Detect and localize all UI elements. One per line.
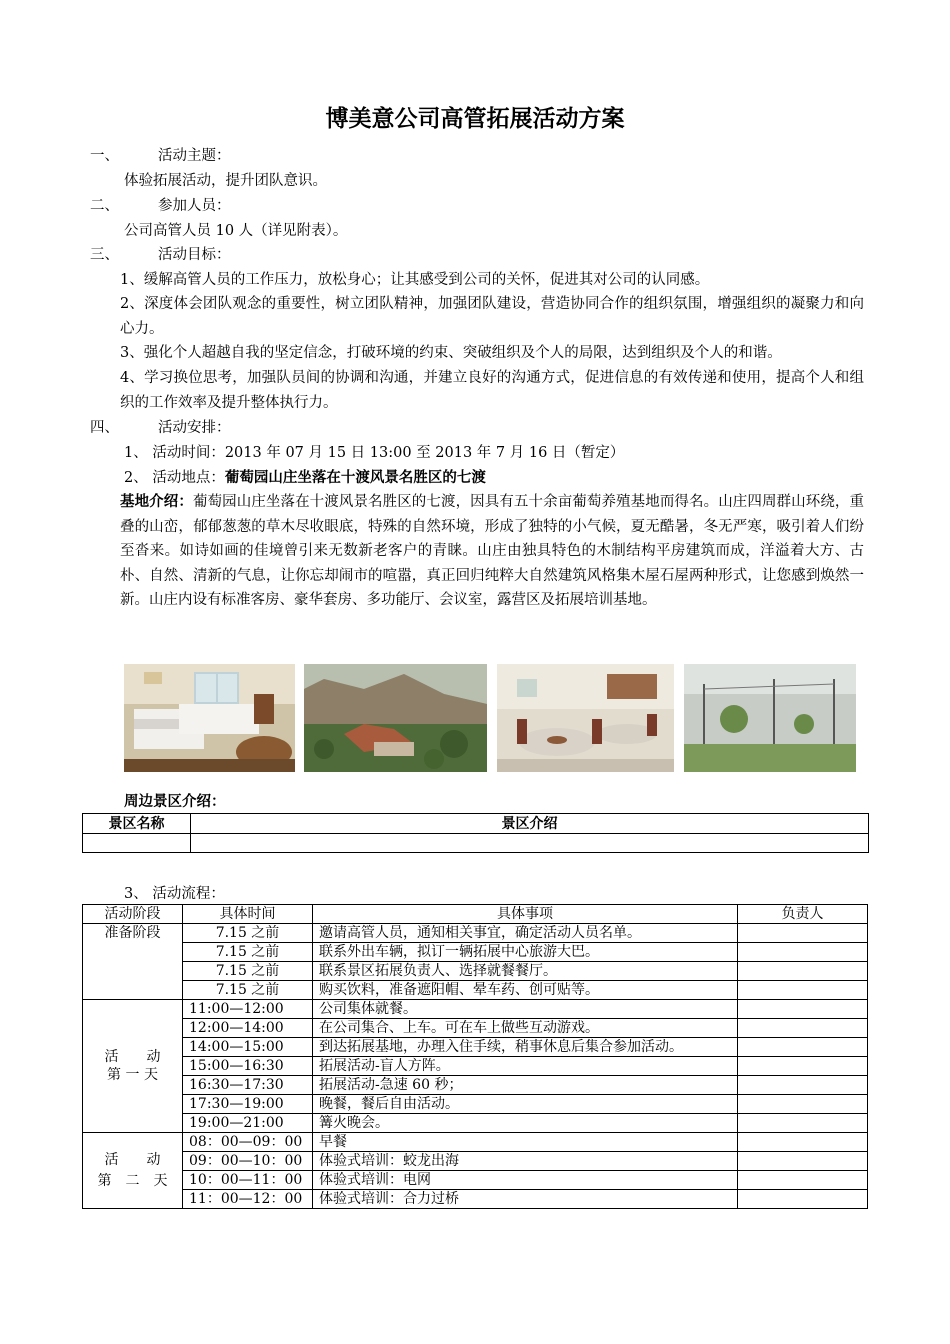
task-cell: 邀请高管人员，通知相关事宜，确定活动人员名单。 — [313, 924, 738, 943]
scenic-section-label: 周边景区介绍： — [124, 793, 226, 810]
column-header: 具体时间 — [183, 905, 313, 924]
table-row — [83, 1171, 868, 1190]
stage-line: 第 一 天 — [107, 1067, 158, 1083]
column-header: 景区介绍 — [191, 814, 869, 834]
task-cell: 早餐 — [313, 1133, 738, 1152]
task-cell: 体验式培训：合力过桥 — [313, 1190, 738, 1209]
table-row — [83, 1114, 868, 1133]
task-cell: 到达拓展基地，办理入住手续，稍事休息后集合参加活动。 — [313, 1038, 738, 1057]
table-row — [83, 834, 869, 853]
time-cell: 7.15 之前 — [183, 924, 313, 943]
task-cell: 篝火晚会。 — [313, 1114, 738, 1133]
time-cell: 11：00—12：00 — [183, 1190, 313, 1209]
time-cell: 10：00—11：00 — [183, 1171, 313, 1190]
table-row — [83, 1076, 868, 1095]
stage-cell-day1 — [83, 1000, 183, 1133]
section-heading-schedule — [90, 418, 231, 438]
column-header: 负责人 — [738, 905, 868, 924]
task-cell: 联系景区拓展负责人、选择就餐餐厅。 — [313, 962, 738, 981]
time-cell: 15:00—16:30 — [183, 1057, 313, 1076]
owner-cell — [738, 924, 868, 943]
section-number: 一、 — [90, 148, 119, 164]
owner-cell — [738, 1190, 868, 1209]
stage-cell-prep: 准备阶段 — [83, 924, 183, 1000]
time-cell: 7.15 之前 — [183, 962, 313, 981]
flow-table — [82, 904, 868, 1209]
table-cell — [191, 834, 869, 853]
section-number: 四、 — [90, 420, 119, 436]
training-field-photo — [684, 664, 856, 772]
column-header: 活动阶段 — [83, 905, 183, 924]
table-row — [83, 924, 868, 943]
stage-cell-day2 — [83, 1133, 183, 1209]
owner-cell — [738, 1114, 868, 1133]
time-cell: 12:00—14:00 — [183, 1019, 313, 1038]
time-cell: 09：00—10：00 — [183, 1152, 313, 1171]
task-cell: 购买饮料，准备遮阳帽、晕车药、创可贴等。 — [313, 981, 738, 1000]
owner-cell — [738, 1000, 868, 1019]
document-title: 博美意公司高管拓展活动方案 — [325, 105, 625, 132]
mountain-resort-photo — [304, 664, 487, 772]
table-row — [83, 981, 868, 1000]
activity-place — [124, 468, 486, 488]
section-heading-goals — [90, 245, 231, 265]
goal-4: 4、学习换位思考，加强队员间的协调和沟通，并建立良好的沟通方式，促进信息的有效传递和使用，提高个人和组织的工作效率及提升整体执行力。 — [120, 370, 864, 411]
owner-cell — [738, 1171, 868, 1190]
activity-place-value: 葡萄园山庄坐落在十渡风景名胜区的七渡 — [224, 469, 486, 486]
task-cell: 体验式培训：电网 — [313, 1171, 738, 1190]
table-row — [83, 1000, 868, 1019]
section-body-participants: 公司高管人员 10 人（详见附表）。 — [124, 223, 348, 239]
base-intro-label: 基地介绍： — [120, 493, 193, 510]
table-row — [83, 1190, 868, 1209]
table-row — [83, 1019, 868, 1038]
task-cell: 晚餐，餐后自由活动。 — [313, 1095, 738, 1114]
time-cell: 7.15 之前 — [183, 943, 313, 962]
section-heading-participants — [90, 196, 231, 216]
time-cell: 7.15 之前 — [183, 981, 313, 1000]
table-header-row — [83, 905, 868, 924]
table-row — [83, 1057, 868, 1076]
goal-3: 3、强化个人超越自我的坚定信念，打破环境的约束、突破组织及个人的局限，达到组织及个人的和谐。 — [120, 345, 782, 361]
time-cell: 08：00—09：00 — [183, 1133, 313, 1152]
time-cell: 11:00—12:00 — [183, 1000, 313, 1019]
stage-line: 第 二 天 — [97, 1172, 168, 1189]
goal-1: 1、缓解高管人员的工作压力，放松身心；让其感受到公司的关怀，促进其对公司的认同感。 — [120, 272, 710, 288]
scenic-table — [82, 813, 869, 853]
base-introduction — [120, 490, 864, 613]
bedroom-photo — [124, 664, 295, 772]
owner-cell — [738, 962, 868, 981]
table-row — [83, 1133, 868, 1152]
table-row — [83, 1152, 868, 1171]
owner-cell — [738, 1095, 868, 1114]
owner-cell — [738, 1019, 868, 1038]
flow-section-label: 3、 活动流程： — [124, 886, 225, 902]
activity-place-label: 2、 活动地点： — [124, 470, 225, 486]
section-heading-text: 活动主题： — [158, 148, 231, 164]
column-header: 具体事项 — [313, 905, 738, 924]
owner-cell — [738, 943, 868, 962]
section-heading-text: 参加人员： — [158, 198, 231, 214]
table-row — [83, 962, 868, 981]
section-body-theme: 体验拓展活动，提升团队意识。 — [124, 173, 327, 189]
table-row — [83, 1038, 868, 1057]
section-heading-theme — [90, 146, 231, 166]
owner-cell — [738, 1152, 868, 1171]
table-header-row — [83, 814, 869, 834]
owner-cell — [738, 1057, 868, 1076]
task-cell: 联系外出车辆，拟订一辆拓展中心旅游大巴。 — [313, 943, 738, 962]
task-cell: 体验式培训：蛟龙出海 — [313, 1152, 738, 1171]
activity-time: 1、 活动时间：2013 年 07 月 15 日 13:00 至 2013 年 7 月 16 日（暂定） — [124, 445, 625, 461]
column-header: 景区名称 — [83, 814, 191, 834]
section-heading-text: 活动目标： — [158, 247, 231, 263]
table-row — [83, 1095, 868, 1114]
stage-line: 活 动 — [104, 1151, 161, 1168]
task-cell: 拓展活动-急速 60 秒； — [313, 1076, 738, 1095]
time-cell: 19:00—21:00 — [183, 1114, 313, 1133]
section-heading-text: 活动安排： — [158, 420, 231, 436]
task-cell: 拓展活动-盲人方阵。 — [313, 1057, 738, 1076]
task-cell: 公司集体就餐。 — [313, 1000, 738, 1019]
table-cell — [83, 834, 191, 853]
section-number: 三、 — [90, 247, 119, 263]
task-cell: 在公司集合、上车。可在车上做些互动游戏。 — [313, 1019, 738, 1038]
owner-cell — [738, 1076, 868, 1095]
time-cell: 16:30—17:30 — [183, 1076, 313, 1095]
stage-line: 活 动 — [104, 1049, 161, 1065]
goal-2: 2、深度体会团队观念的重要性，树立团队精神，加强团队建设，营造协同合作的组织氛围，增强组织的凝聚力和向心力。 — [120, 296, 864, 337]
base-intro-text: 葡萄园山庄坐落在十渡风景名胜区的七渡，因具有五十余亩葡萄养殖基地而得名。山庄四周群山环绕，重叠的山峦，郁郁葱葱的草木尽收眼底，特殊的自然环境，形成了独特的小气候，夏无酷暑，冬无严寒，吸引着人们纷至沓来。如诗如画的佳境曾引来无数新老客户的青睐。山庄由独具特色的木制结构平房建筑而成，洋溢着大方、古朴、自然、清新的气息，让你忘却闹市的喧嚣，真正回归纯粹大自然建筑风格集木屋石屋两种形式，让您感到焕然一新。山庄内设有标准客房、豪华套房、多功能厅、会议室，露营区及拓展培训基地。 — [120, 494, 864, 608]
time-cell: 17:30—19:00 — [183, 1095, 313, 1114]
restaurant-photo — [497, 664, 674, 772]
section-number: 二、 — [90, 198, 119, 214]
owner-cell — [738, 981, 868, 1000]
owner-cell — [738, 1038, 868, 1057]
table-row — [83, 943, 868, 962]
time-cell: 14:00—15:00 — [183, 1038, 313, 1057]
owner-cell — [738, 1133, 868, 1152]
